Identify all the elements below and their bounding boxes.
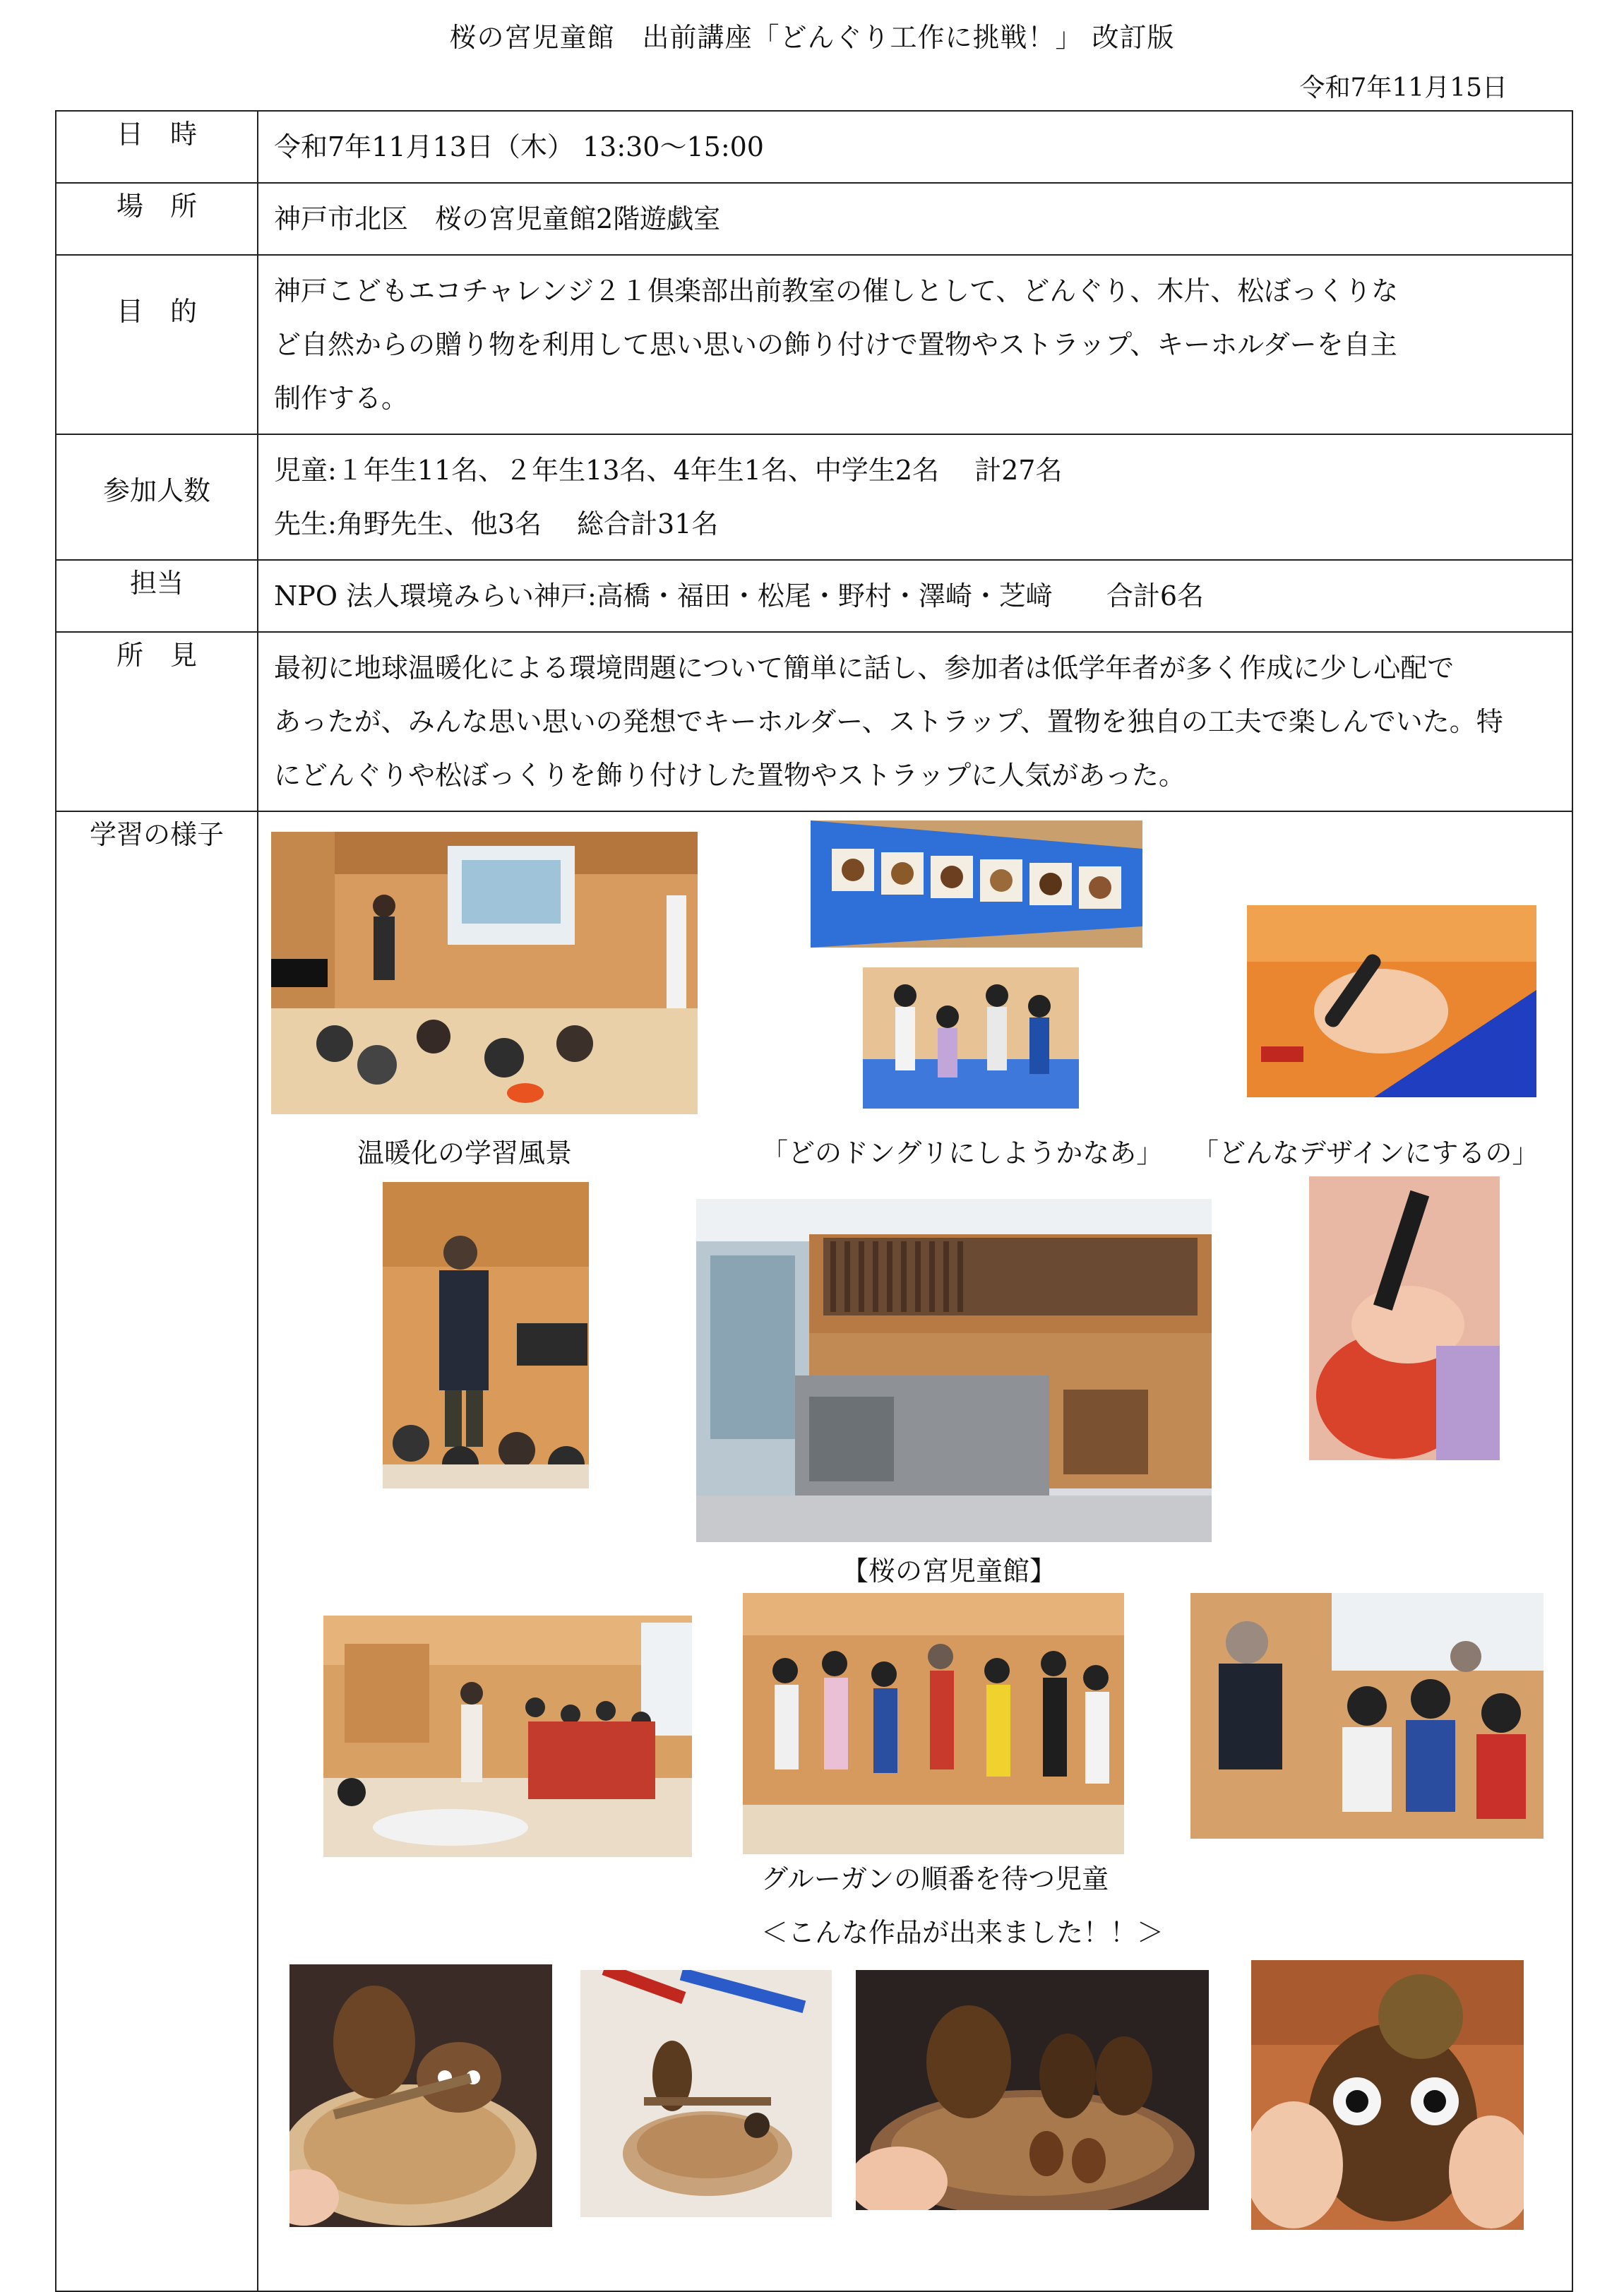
photo-work-googly-eyes (1251, 1960, 1524, 2230)
value-place: 神戸市北区 桜の宮児童館2階遊戯室 (258, 183, 1572, 255)
document-title: 桜の宮児童館 出前講座「どんぐり工作に挑戦！」 改訂版 (449, 22, 1175, 53)
value-participants (258, 434, 1572, 560)
findings-line: 最初に地球温暖化による環境問題について簡単に話し、参加者は低学年者が多く作成に少し心配で (274, 652, 1455, 684)
participants-line: 児童:１年生11名、２年生13名、4年生1名、中学生2名 計27名 (274, 455, 1063, 486)
label-staff: 担当 (56, 560, 258, 632)
findings-line: にどんぐりや松ぼっくりを飾り付けした置物やストラップに人気があった。 (274, 760, 1186, 791)
caption-which-acorn: 「どのドングリにしようかなあ」 (761, 1138, 1164, 1169)
photo-work-pinecones-acorns (856, 1970, 1209, 2210)
row-datetime (56, 111, 1572, 183)
caption-works: ＜こんな作品が出来ました！！＞ (761, 1917, 1164, 1948)
photo-acorn-trays (811, 820, 1142, 948)
report-table (55, 110, 1573, 2292)
purpose-line: ど自然からの贈り物を利用して思い思いの飾り付けで置物やストラップ、キーホルダーを自主 (274, 329, 1397, 360)
label-study: 学習の様子 (56, 811, 258, 2291)
photo-classroom-lecture (271, 832, 698, 1114)
photo-teacher-talking (383, 1182, 589, 1488)
photo-area (258, 811, 1572, 2291)
photo-hand-marker (1247, 905, 1536, 1097)
row-findings (56, 632, 1572, 811)
value-staff: NPO 法人環境みらい神戸:高橋・福田・松尾・野村・澤崎・芝﨑 合計6名 (258, 560, 1572, 632)
label-participants: 参加人数 (56, 434, 258, 560)
value-datetime: 令和7年11月13日（木） 13:30～15:00 (258, 111, 1572, 183)
caption-warming: 温暖化の学習風景 (357, 1138, 573, 1169)
label-place: 場 所 (56, 183, 258, 255)
photo-hand-drawing (1309, 1176, 1500, 1460)
row-purpose (56, 255, 1572, 434)
participants-line: 先生:角野先生、他3名 総合計31名 (274, 508, 719, 539)
document-date: 令和7年11月15日 (1299, 73, 1507, 102)
value-purpose (258, 255, 1572, 434)
label-findings: 所 見 (56, 632, 258, 811)
purpose-line: 神戸こどもエコチャレンジ２１倶楽部出前教室の催しとして、どんぐり、木片、松ぼっくりな (274, 275, 1399, 306)
photo-kids-choosing (863, 967, 1079, 1109)
photo-staff-helping (1190, 1593, 1544, 1839)
row-staff (56, 560, 1572, 632)
photo-work-sled (580, 1970, 832, 2217)
photo-glue-gun-line (743, 1593, 1124, 1854)
row-study (56, 811, 1572, 2291)
caption-glue-gun: グルーガンの順番を待つ児童 (761, 1863, 1109, 1894)
label-datetime: 日 時 (56, 111, 258, 183)
purpose-line: 制作する。 (274, 383, 409, 414)
findings-line: あったが、みんな思い思いの発想でキーホルダー、ストラップ、置物を独自の工夫で楽しんでいた。特 (274, 706, 1503, 737)
caption-design: 「どんなデザインにするの」 (1192, 1138, 1539, 1169)
label-purpose: 目 的 (56, 255, 258, 434)
photo-sakuranomiya-building (696, 1199, 1212, 1542)
row-participants (56, 434, 1572, 560)
photo-work-pinecone-raccoon (289, 1964, 552, 2227)
row-place (56, 183, 1572, 255)
photo-room-overview (323, 1616, 692, 1857)
value-findings (258, 632, 1572, 811)
caption-building: 【桜の宮児童館】 (842, 1556, 1057, 1587)
